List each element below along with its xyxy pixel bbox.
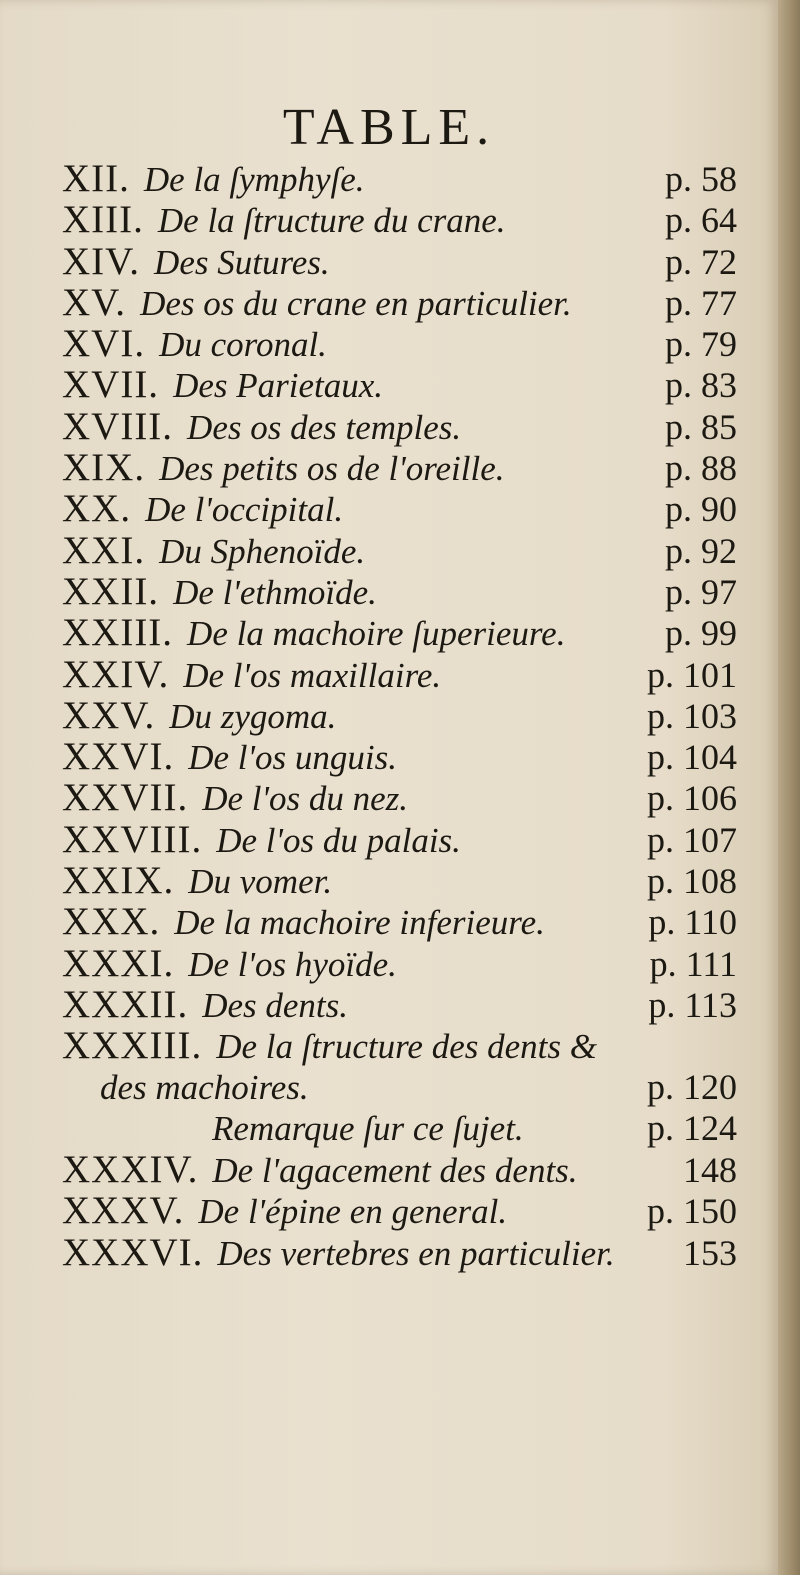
chapter-number: XX. — [62, 487, 132, 531]
chapter-title: Des os du crane en particulier. — [140, 283, 572, 323]
toc-entry — [62, 736, 737, 777]
chapter-title: Des os des temples. — [187, 407, 462, 447]
page-number: p. 150 — [647, 1191, 737, 1232]
toc-entry — [62, 695, 737, 736]
chapter-number: XIX. — [62, 446, 146, 490]
toc-entry — [62, 323, 737, 364]
toc-entry — [62, 819, 737, 860]
toc-entry — [62, 1025, 737, 1066]
toc-entry — [62, 1067, 737, 1108]
chapter-title: De la ſymphyſe. — [143, 160, 365, 199]
toc-entry — [62, 901, 737, 942]
toc-entry — [62, 612, 737, 653]
page-number: p. 104 — [647, 737, 737, 778]
toc-entry — [62, 447, 737, 488]
toc-entry — [62, 406, 737, 447]
page-number: p. 72 — [665, 241, 737, 282]
page-number: p. 101 — [647, 654, 737, 695]
page-number: p. 124 — [647, 1107, 737, 1148]
toc-entry — [62, 654, 737, 695]
chapter-number: XXXIV. — [62, 1148, 199, 1192]
toc-entry — [62, 488, 737, 529]
page-number: p. 83 — [665, 365, 737, 406]
chapter-number: XXIX. — [62, 859, 175, 903]
toc-entry — [62, 364, 737, 405]
chapter-title: Des Sutures. — [154, 242, 330, 282]
chapter-number: XXVII. — [62, 776, 189, 820]
page-number: p. 120 — [647, 1066, 737, 1107]
page-number: p. 111 — [649, 943, 737, 984]
page-number: 148 — [683, 1150, 737, 1191]
chapter-number: XXI. — [62, 528, 146, 572]
chapter-title: De la ſtructure du crane. — [157, 201, 506, 241]
chapter-title: Des dents. — [202, 985, 349, 1025]
chapter-number: XXXI. — [62, 941, 175, 985]
chapter-number: XXXII. — [62, 982, 189, 1026]
toc-entry — [62, 984, 737, 1025]
chapter-title: Des Parietaux. — [173, 366, 384, 406]
chapter-number: XXVIII. — [62, 817, 203, 861]
toc-entry — [62, 241, 737, 282]
chapter-title: De l'os unguis. — [188, 738, 397, 778]
chapter-title: De la machoire ſuperieure. — [187, 614, 566, 654]
chapter-title: Des petits os de l'oreille. — [159, 449, 505, 489]
chapter-number: XXIV. — [62, 652, 170, 696]
chapter-title: De l'occipital. — [145, 490, 344, 530]
chapter-title: De l'épine en general. — [198, 1192, 508, 1232]
chapter-title: Du Sphenoïde. — [159, 531, 366, 571]
chapter-number: XIV. — [62, 239, 141, 283]
toc-entry — [62, 530, 737, 571]
chapter-number: XXV. — [62, 693, 156, 737]
page-number: p. 58 — [665, 159, 737, 199]
chapter-title: De l'os maxillaire. — [183, 655, 442, 695]
page-number: p. 79 — [665, 324, 737, 365]
page-number: 153 — [683, 1232, 737, 1273]
page-number: p. 99 — [665, 613, 737, 654]
page-number: p. 88 — [665, 448, 737, 489]
toc-entry — [62, 860, 737, 901]
chapter-number: XVII. — [62, 363, 160, 407]
page-number: p. 110 — [648, 902, 737, 943]
toc-entry — [62, 158, 737, 199]
page-number: p. 77 — [665, 282, 737, 323]
chapter-title: Du zygoma. — [169, 696, 337, 736]
chapter-title: Du coronal. — [159, 325, 327, 365]
chapter-title: Du vomer. — [188, 862, 333, 902]
chapter-number: XV. — [62, 280, 127, 324]
page-number: p. 108 — [647, 861, 737, 902]
toc-entry — [62, 943, 737, 984]
book-gutter — [778, 0, 800, 1575]
chapter-title: De l'os du palais. — [216, 820, 461, 860]
toc-entry — [62, 1190, 737, 1231]
chapter-title: Des vertebres en particulier. — [217, 1233, 615, 1273]
chapter-title: De l'agacement des dents. — [212, 1151, 578, 1191]
page-heading: TABLE. — [282, 99, 496, 156]
page-number: p. 107 — [647, 819, 737, 860]
toc-entry — [62, 1149, 737, 1190]
chapter-title: des machoires. — [100, 1067, 309, 1107]
chapter-number: XII. — [62, 157, 130, 200]
chapter-number: XVI. — [62, 322, 146, 366]
chapter-number: XXIII. — [62, 611, 174, 655]
chapter-number: XXXV. — [62, 1189, 185, 1233]
toc-entry — [62, 282, 737, 323]
chapter-title: De l'os du nez. — [202, 779, 409, 819]
chapter-number: XXX. — [62, 900, 161, 944]
toc-entry — [62, 1108, 737, 1149]
chapter-number: XXVI. — [62, 735, 175, 779]
page-number: p. 90 — [665, 489, 737, 530]
page-number: p. 97 — [665, 571, 737, 612]
chapter-number: XIII. — [62, 198, 144, 242]
page-number: p. 64 — [665, 200, 737, 241]
page-number: p. 85 — [665, 406, 737, 447]
chapter-title: De la machoire inferieure. — [174, 903, 545, 943]
table-of-contents — [62, 158, 737, 1273]
chapter-number: XXXIII. — [62, 1024, 203, 1068]
chapter-title: De la ſtructure des dents & — [216, 1027, 597, 1067]
page-number: p. 113 — [648, 984, 737, 1025]
page-number: p. 103 — [647, 695, 737, 736]
chapter-number: XXII. — [62, 569, 160, 613]
chapter-number: XVIII. — [62, 404, 174, 448]
chapter-title: Remarque ſur ce ſujet. — [212, 1108, 524, 1148]
toc-entry — [62, 1232, 737, 1273]
chapter-title: De l'ethmoïde. — [173, 572, 377, 612]
toc-entry — [62, 777, 737, 818]
page-number: p. 106 — [647, 778, 737, 819]
toc-entry — [62, 199, 737, 240]
toc-entry — [62, 571, 737, 612]
page-number: p. 92 — [665, 530, 737, 571]
chapter-title: De l'os hyoïde. — [188, 944, 397, 984]
chapter-number: XXXVI. — [62, 1230, 204, 1274]
